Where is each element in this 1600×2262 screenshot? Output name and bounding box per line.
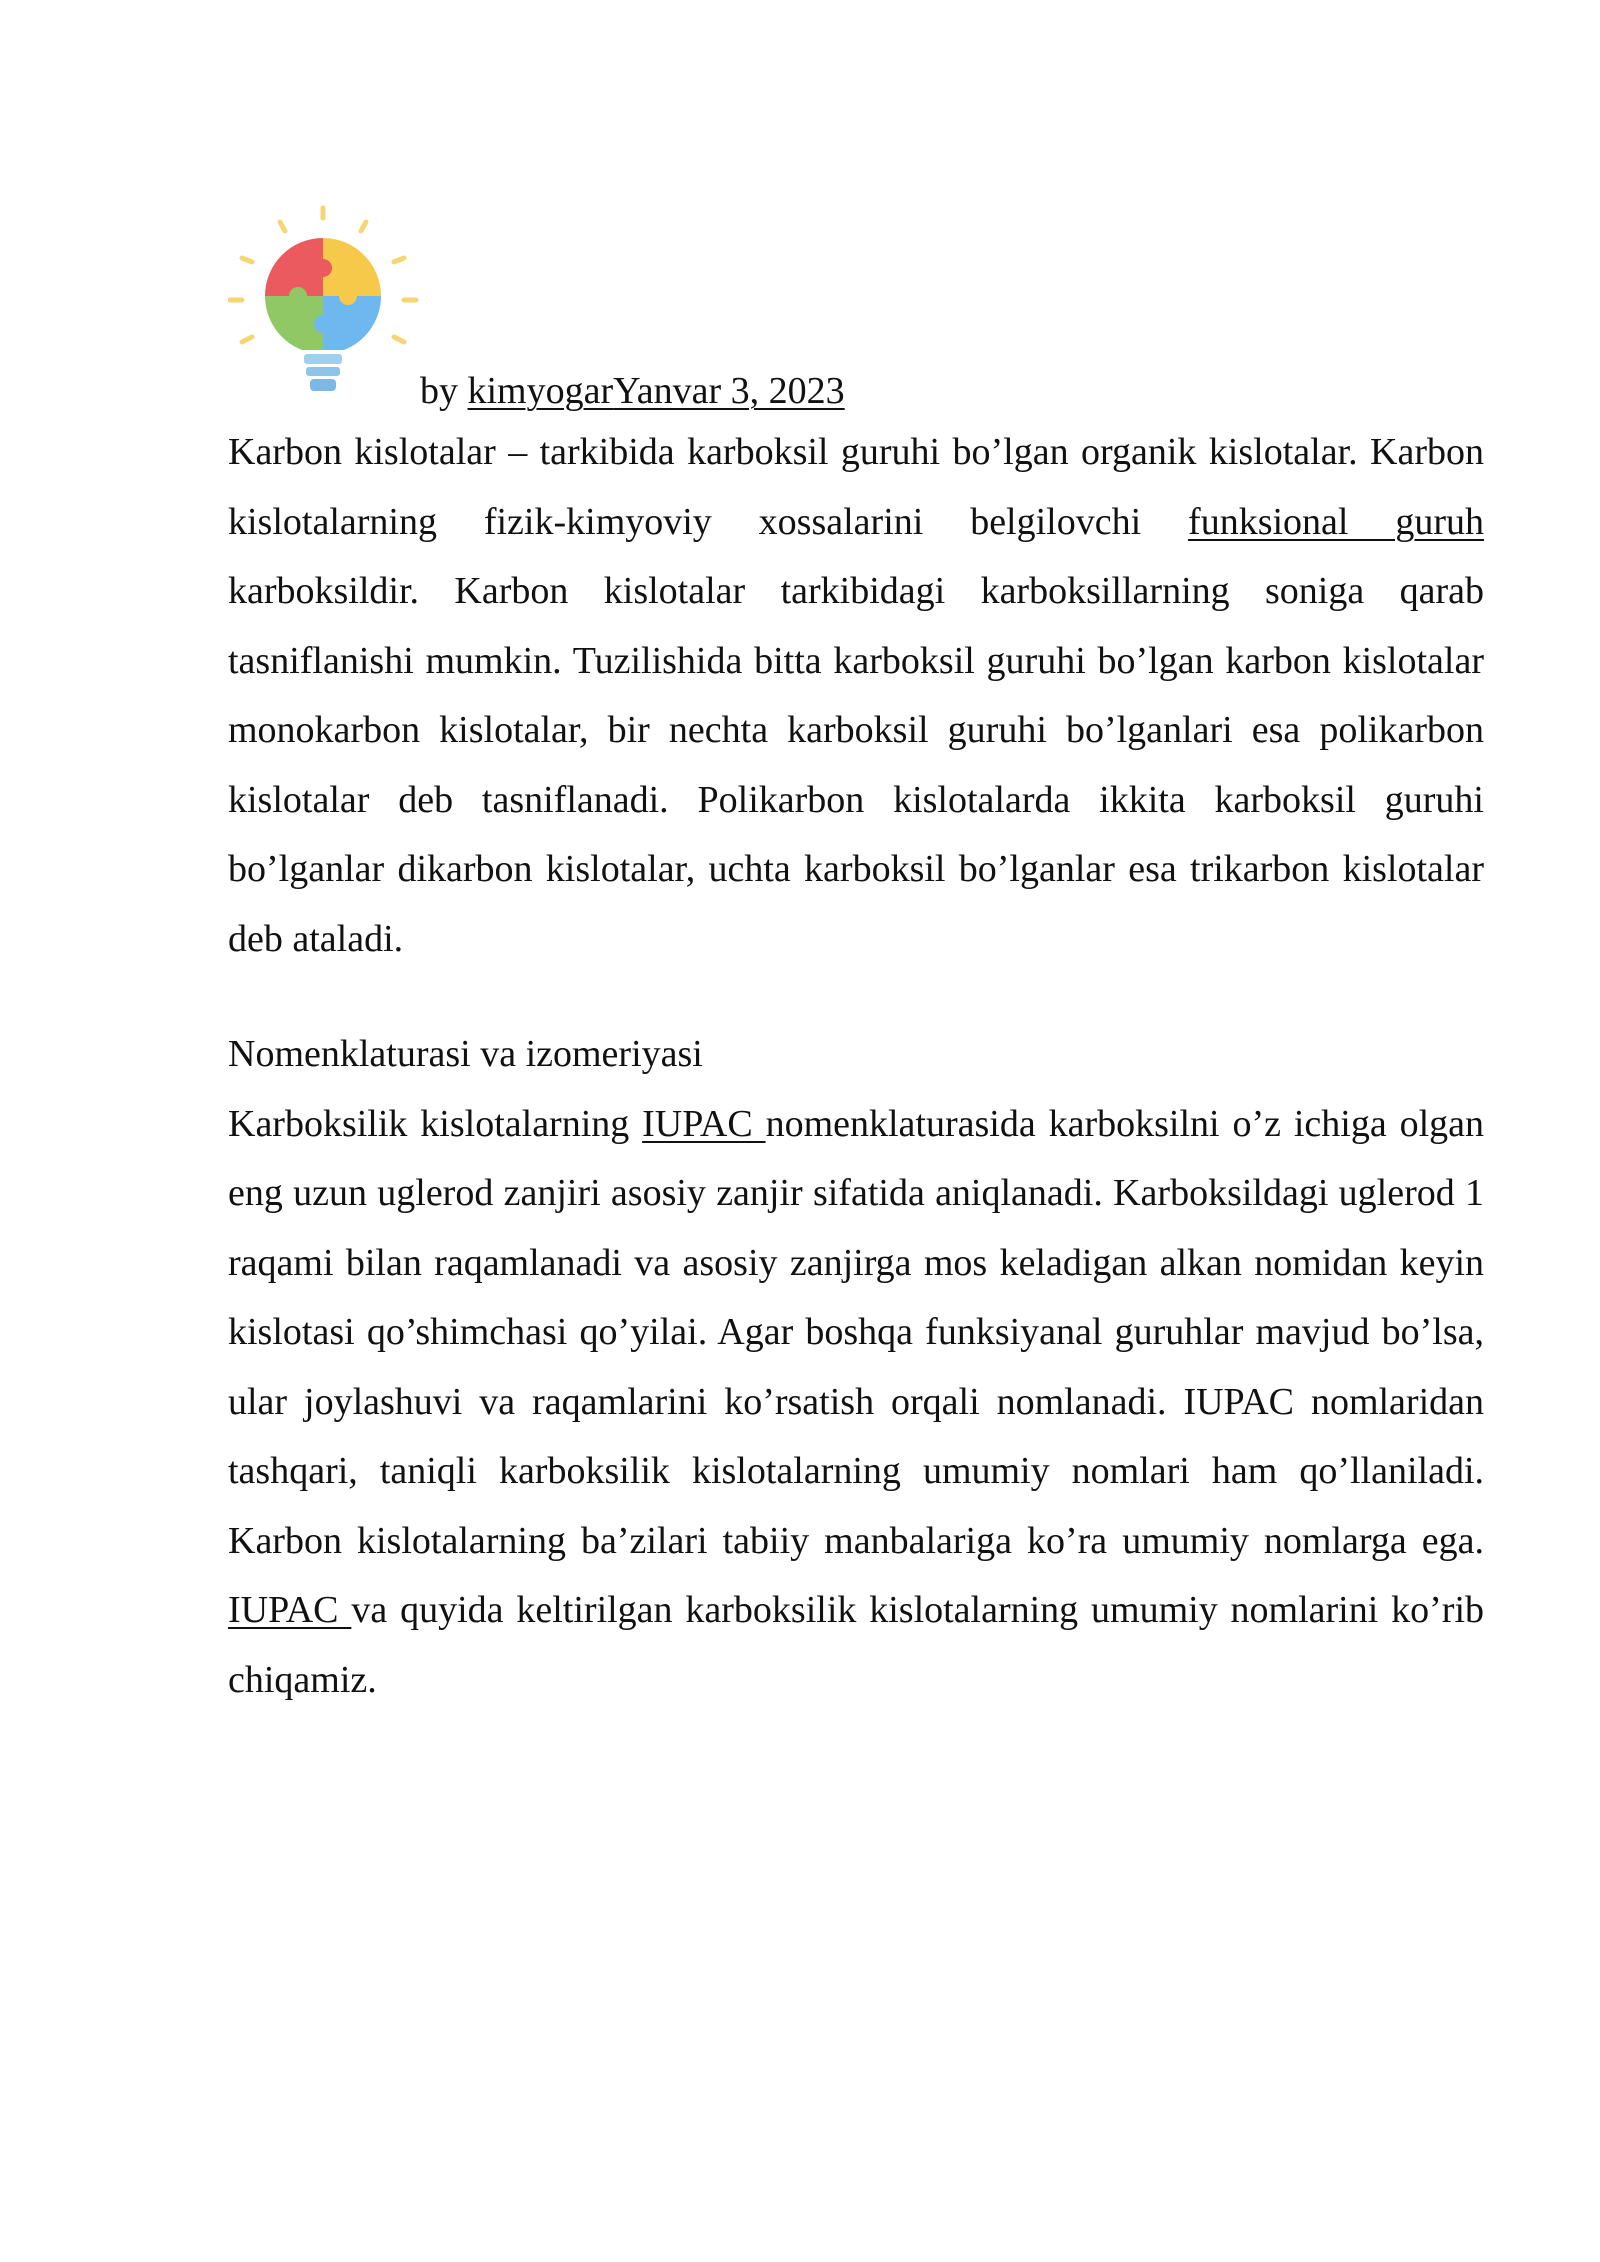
paragraph-nomenclature	[228, 1090, 1484, 1716]
iupac-link-1[interactable]: IUPAC	[642, 1102, 766, 1145]
lightbulb-puzzle-icon	[228, 200, 428, 410]
iupac-link-2[interactable]: IUPAC	[228, 1589, 352, 1631]
byline-row	[228, 200, 1484, 418]
byline	[420, 366, 845, 416]
paragraph-intro-text-2: karboksildir. Karbon kislotalar tarkibidagi karboksillarning soniga qarab tasniflanishi mumkin. Tuzilishida bitta karboksil guruhi bo’lgan karbon kislotalar monokarbon kislotalar, bir nechta karboksil guruhi bo’lganlari esa polikarbon kislotalar deb tasniflanadi. Polikarbon kislotalarda ikkita karboksil guruhi bo’lganlar dikarbon kislotalar, uchta karboksil bo’lganlar esa trikarbon kislotalar deb ataladi.	[228, 570, 1484, 960]
paragraph-nomenclature-text-1: Karboksilik kislotalarning	[228, 1102, 643, 1145]
paragraph-nomenclature-text-2: nomenklaturasida karboksilni o’z ichiga olgan eng uzun uglerod zanjiri asosiy zanjir sifatida aniqlanadi. Karboksildagi uglerod 1 raqami bilan raqamlanadi va asosiy zanjirga mos keladigan alkan nomidan keyin kislotasi qo’shimchasi qo’yilai. Agar boshqa funksiyanal guruhlar mavjud bo’lsa, ular joylashuvi va raqamlarini ko’rsatish orqali nomlanadi. IUPAC nomlaridan tashqari, taniqli karboksilik kislotalarning umumiy nomlari ham qo’llaniladi. Karbon kislotalarning ba’zilari tabiiy manbalariga ko’ra umumiy nomlarga ega.	[228, 1102, 1485, 1562]
section-heading: Nomenklaturasi va izomeriyasi	[228, 1033, 703, 1075]
paragraph-intro	[228, 418, 1484, 974]
date-text[interactable]: Yanvar 3, 2023	[613, 370, 845, 412]
article	[228, 200, 1484, 1715]
byline-prefix: by	[420, 370, 468, 412]
author-link[interactable]: kimyogar	[467, 370, 614, 412]
paragraph-nomenclature-text-3: va quyida keltirilgan karboksilik kislotalarning umumiy nomlarini ko’rib chiqamiz.	[228, 1589, 1485, 1701]
author-date-link[interactable]	[468, 370, 845, 412]
funksional-guruh-link[interactable]: funksional guruh	[1188, 500, 1485, 543]
paragraph-intro-text-1: Karbon kislotalar – tarkibida karboksil guruhi bo’lgan organik kislotalar. Karbon kislotalarning fizik-kimyoviy xossalarini belgilovchi	[228, 431, 1484, 543]
